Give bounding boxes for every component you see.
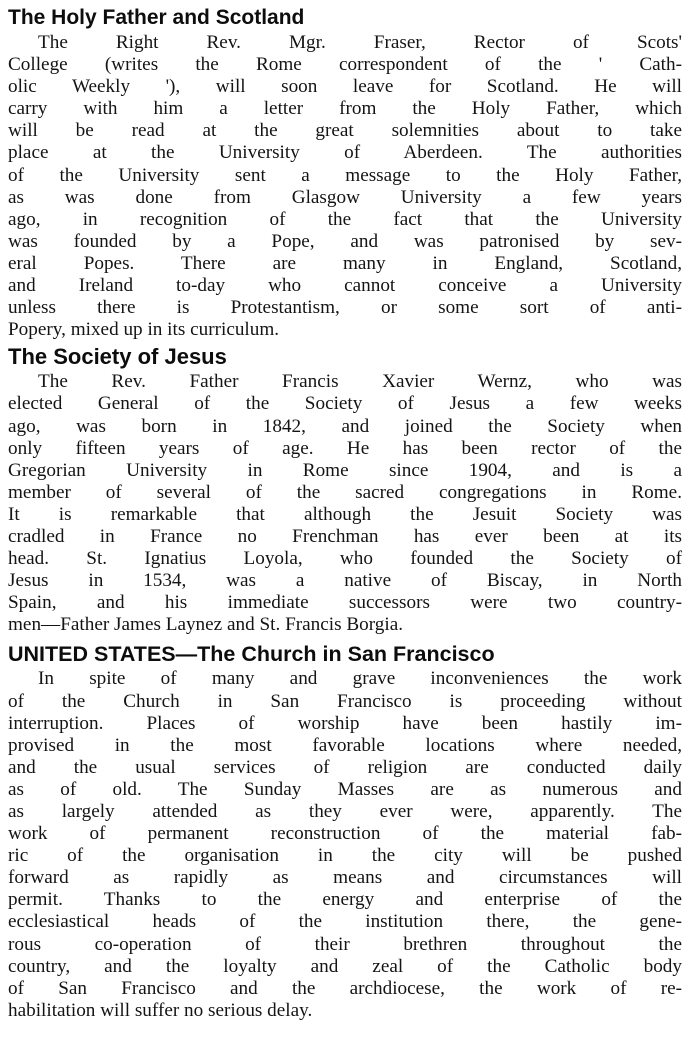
headline-society-of-jesus: The Society of Jesus <box>8 344 227 370</box>
text-line: cradled in France no Frenchman has ever been at its <box>8 525 682 547</box>
text-line: work of permanent reconstruction of the material fab- <box>8 823 682 845</box>
text-line: of the Church in San Francisco is proceeding without <box>8 690 682 712</box>
article-holy-father-scotland <box>8 4 682 341</box>
text-line: habilitation will suffer no serious delay. <box>8 999 313 1021</box>
text-line: place at the University of Aberdeen. The authorities <box>8 142 682 164</box>
text-line: will be read at the great solemnities about to take <box>8 120 682 142</box>
text-line: and Ireland to-day who cannot conceive a University <box>8 275 682 297</box>
text-line: olic Weekly '), will soon leave for Scotland. He will <box>8 76 682 98</box>
text-line: unless there is Protestantism, or some sort of anti- <box>8 297 682 319</box>
text-line: only fifteen years of age. He has been rector of the <box>8 437 682 459</box>
newspaper-column <box>8 2 682 1022</box>
text-line: It is remarkable that although the Jesuit Society was <box>8 503 682 525</box>
text-line: as of old. The Sunday Masses are as numerous and <box>8 778 682 800</box>
paragraph-society-of-jesus <box>8 371 682 636</box>
text-line: carry with him a letter from the Holy Father, which <box>8 98 682 120</box>
headline-holy-father-scotland: The Holy Father and Scotland <box>8 6 305 29</box>
text-line: permit. Thanks to the energy and enterprise of the <box>8 889 682 911</box>
text-line: Spain, and his immediate successors were two country- <box>8 592 682 614</box>
text-line: rous co-operation of their brethren throughout the <box>8 933 682 955</box>
text-line: The Rev. Father Francis Xavier Wernz, who was <box>38 371 682 393</box>
text-line: interruption. Places of worship have been hastily im- <box>8 712 682 734</box>
paragraph-holy-father-scotland <box>8 32 682 341</box>
text-line: men—Father James Laynez and St. Francis Borgia. <box>8 614 404 636</box>
text-line: Popery, mixed up in its curriculum. <box>8 319 280 341</box>
text-line: ago, in recognition of the fact that the University <box>8 208 682 230</box>
text-line: ago, was born in 1842, and joined the Society when <box>8 415 682 437</box>
paragraph-san-francisco <box>8 668 682 1022</box>
article-san-francisco <box>8 640 682 1022</box>
headline-united-states-san-francisco: UNITED STATES—The Church in San Francisco <box>8 642 495 667</box>
text-line: The Right Rev. Mgr. Fraser, Rector of Scots' <box>38 32 682 53</box>
text-line: forward as rapidly as means and circumstances will <box>8 867 682 889</box>
text-line: was founded by a Pope, and was patronised by sev- <box>8 230 682 252</box>
text-line: as largely attended as they ever were, apparently. The <box>8 801 682 822</box>
text-line: as was done from Glasgow University a few years <box>8 186 682 208</box>
text-line: Jesus in 1534, was a native of Biscay, in North <box>8 570 682 592</box>
text-line: provised in the most favorable locations where needed, <box>8 734 682 756</box>
text-line: ric of the organisation in the city will be pushed <box>8 845 682 867</box>
text-line: country, and the loyalty and zeal of the Catholic body <box>8 955 682 977</box>
text-line: member of several of the sacred congregations in Rome. <box>8 481 682 503</box>
text-line: In spite of many and grave inconveniences the work <box>38 668 682 690</box>
text-line: Gregorian University in Rome since 1904, and is a <box>8 459 682 481</box>
text-line: elected General of the Society of Jesus a few weeks <box>8 393 682 415</box>
text-line: College (writes the Rome correspondent of the ' Cath- <box>8 54 682 76</box>
text-line: and the usual services of religion are conducted daily <box>8 756 682 778</box>
text-line: head. St. Ignatius Loyola, who founded the Society of <box>8 548 682 570</box>
text-line: of the University sent a message to the Holy Father, <box>8 164 682 186</box>
article-society-of-jesus <box>8 343 682 636</box>
text-line: ecclesiastical heads of the institution there, the gene- <box>8 911 682 933</box>
text-line: eral Popes. There are many in England, Scotland, <box>8 252 682 274</box>
text-line: of San Francisco and the archdiocese, the work of re- <box>8 977 682 999</box>
